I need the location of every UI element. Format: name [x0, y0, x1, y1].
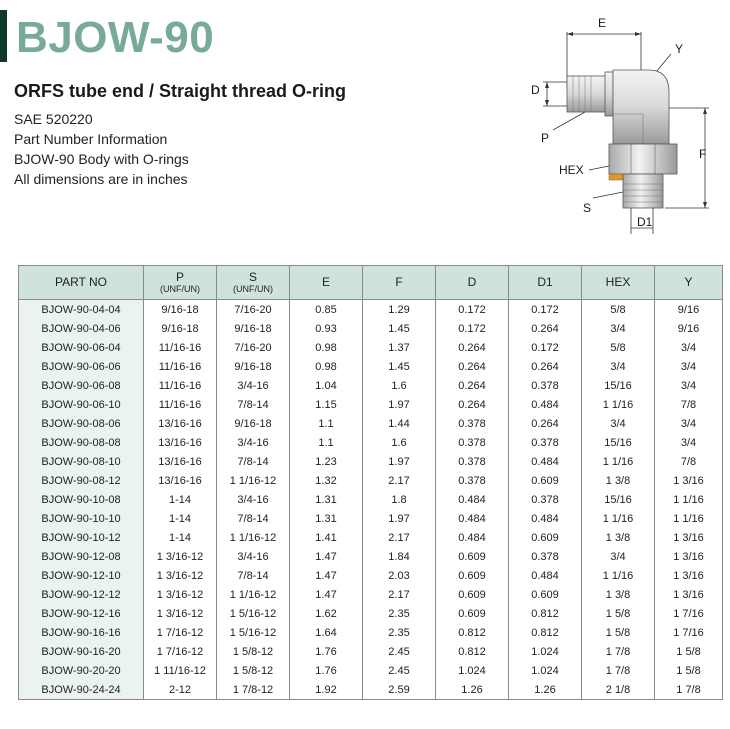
part-number-cell: BJOW-90-12-10	[19, 566, 144, 585]
table-cell: 7/8-14	[217, 452, 290, 471]
table-cell: 3/4	[655, 376, 723, 395]
table-cell: 3/4-16	[217, 376, 290, 395]
table-row	[19, 566, 723, 585]
table-row	[19, 623, 723, 642]
part-number-cell: BJOW-90-10-10	[19, 509, 144, 528]
page-subtitle: ORFS tube end / Straight thread O-ring	[14, 81, 347, 101]
table-cell: 3/4	[582, 357, 655, 376]
table-cell: 0.378	[436, 414, 509, 433]
table-cell: 1.1	[290, 433, 363, 452]
table-cell: 0.264	[436, 395, 509, 414]
table-cell: 0.172	[509, 338, 582, 357]
table-cell: 0.264	[436, 357, 509, 376]
table-cell: 0.609	[436, 566, 509, 585]
table-cell: 0.484	[509, 395, 582, 414]
table-cell: 1.45	[363, 357, 436, 376]
table-cell: 1.6	[363, 376, 436, 395]
label-y: Y	[675, 42, 684, 56]
column-header-unit: (UNF/UN)	[160, 283, 200, 294]
part-number-cell: BJOW-90-08-08	[19, 433, 144, 452]
part-number-cell: BJOW-90-16-20	[19, 642, 144, 661]
table-cell: 0.172	[436, 319, 509, 338]
table-cell: 7/8	[655, 452, 723, 471]
table-cell: 3/4-16	[217, 490, 290, 509]
column-header	[582, 266, 655, 300]
info-line-part-info: Part Number Information	[14, 131, 168, 147]
table-cell: 0.378	[509, 433, 582, 452]
table-cell: 1.97	[363, 395, 436, 414]
table-row	[19, 528, 723, 547]
table-cell: 1.37	[363, 338, 436, 357]
table-row	[19, 357, 723, 376]
table-cell: 1 1/16-12	[217, 471, 290, 490]
column-header-label: D1	[537, 275, 553, 289]
table-cell: 1 5/8-12	[217, 661, 290, 680]
table-cell: 0.264	[436, 338, 509, 357]
table-row	[19, 414, 723, 433]
part-number-cell: BJOW-90-10-12	[19, 528, 144, 547]
table-row	[19, 642, 723, 661]
table-cell: 11/16-16	[144, 338, 217, 357]
table-cell: 0.484	[436, 490, 509, 509]
table-cell: 1 3/16	[655, 471, 723, 490]
table-cell: 1.76	[290, 661, 363, 680]
table-cell: 1.97	[363, 452, 436, 471]
table-row	[19, 300, 723, 320]
table-cell: 1.8	[363, 490, 436, 509]
table-cell: 5/8	[582, 300, 655, 320]
table-cell: 1 1/16-12	[217, 528, 290, 547]
table-cell: 1.23	[290, 452, 363, 471]
column-header-label: Y	[684, 275, 693, 289]
part-number-cell: BJOW-90-08-06	[19, 414, 144, 433]
table-cell: 2.03	[363, 566, 436, 585]
column-header	[509, 266, 582, 300]
table-cell: 0.85	[290, 300, 363, 320]
part-number-cell: BJOW-90-10-08	[19, 490, 144, 509]
table-cell: 0.378	[509, 376, 582, 395]
table-cell: 1 3/16	[655, 566, 723, 585]
table-cell: 2.17	[363, 471, 436, 490]
table-cell: 1.1	[290, 414, 363, 433]
table-cell: 1.31	[290, 490, 363, 509]
table-cell: 1 1/16	[582, 452, 655, 471]
table-cell: 1 7/16-12	[144, 642, 217, 661]
info-line-standard: SAE 520220	[14, 111, 93, 127]
table-cell: 7/8	[655, 395, 723, 414]
table-cell: 1 5/8-12	[217, 642, 290, 661]
table-cell: 1 3/8	[582, 585, 655, 604]
table-cell: 1 3/16-12	[144, 604, 217, 623]
table-cell: 0.264	[509, 414, 582, 433]
table-cell: 15/16	[582, 376, 655, 395]
part-number-cell: BJOW-90-20-20	[19, 661, 144, 680]
table-cell: 0.484	[509, 452, 582, 471]
label-s: S	[583, 201, 592, 215]
table-cell: 1.04	[290, 376, 363, 395]
table-row	[19, 433, 723, 452]
table-cell: 0.609	[436, 604, 509, 623]
part-number-cell: BJOW-90-06-06	[19, 357, 144, 376]
table-cell: 0.93	[290, 319, 363, 338]
table-row	[19, 395, 723, 414]
table-cell: 1 5/8	[655, 661, 723, 680]
table-row	[19, 585, 723, 604]
table-cell: 1 1/16	[582, 566, 655, 585]
table-cell: 2.35	[363, 623, 436, 642]
table-cell: 1.32	[290, 471, 363, 490]
table-cell: 3/4	[582, 414, 655, 433]
table-cell: 1 5/8	[582, 604, 655, 623]
table-cell: 13/16-16	[144, 452, 217, 471]
table-cell: 1 7/8	[655, 680, 723, 700]
info-block	[14, 109, 189, 189]
table-cell: 3/4	[655, 338, 723, 357]
table-cell: 11/16-16	[144, 395, 217, 414]
table-cell: 3/4	[655, 414, 723, 433]
table-cell: 0.484	[436, 509, 509, 528]
table-cell: 1 1/16	[655, 509, 723, 528]
table-cell: 7/8-14	[217, 395, 290, 414]
table-cell: 2.45	[363, 642, 436, 661]
table-cell: 1 5/16-12	[217, 604, 290, 623]
table-cell: 1.47	[290, 585, 363, 604]
table-cell: 3/4-16	[217, 547, 290, 566]
table-cell: 1.45	[363, 319, 436, 338]
table-cell: 1.47	[290, 566, 363, 585]
table-cell: 1.47	[290, 547, 363, 566]
table-cell: 2 1/8	[582, 680, 655, 700]
label-d: D	[531, 83, 540, 97]
table-cell: 9/16	[655, 319, 723, 338]
table-cell: 1 7/8-12	[217, 680, 290, 700]
column-header	[436, 266, 509, 300]
dimensions-table	[18, 265, 723, 700]
column-header-label: S	[248, 269, 257, 284]
table-cell: 1 5/8	[655, 642, 723, 661]
table-cell: 0.378	[509, 547, 582, 566]
table-cell: 1 7/16	[655, 604, 723, 623]
table-cell: 0.609	[509, 528, 582, 547]
table-cell: 7/16-20	[217, 338, 290, 357]
table-cell: 0.609	[509, 585, 582, 604]
part-number-cell: BJOW-90-04-04	[19, 300, 144, 320]
table-cell: 0.378	[436, 452, 509, 471]
table-row	[19, 547, 723, 566]
table-cell: 0.378	[509, 490, 582, 509]
table-row	[19, 490, 723, 509]
table-cell: 1.6	[363, 433, 436, 452]
table-cell: 1.15	[290, 395, 363, 414]
table-cell: 9/16-18	[217, 357, 290, 376]
table-cell: 1 1/16-12	[217, 585, 290, 604]
table-cell: 1 7/8	[582, 661, 655, 680]
table-cell: 1.92	[290, 680, 363, 700]
column-header	[144, 266, 217, 300]
table-cell: 1 3/8	[582, 528, 655, 547]
table-cell: 1 5/16-12	[217, 623, 290, 642]
table-cell: 0.264	[436, 376, 509, 395]
table-cell: 7/8-14	[217, 566, 290, 585]
table-cell: 1-14	[144, 490, 217, 509]
part-number-cell: BJOW-90-16-16	[19, 623, 144, 642]
page-title: BJOW-90	[16, 13, 215, 62]
table-cell: 7/16-20	[217, 300, 290, 320]
table-cell: 0.609	[509, 471, 582, 490]
table-cell: 0.172	[436, 300, 509, 320]
table-cell: 1 3/16	[655, 547, 723, 566]
label-p: P	[541, 131, 550, 145]
table-cell: 11/16-16	[144, 376, 217, 395]
info-line-units: All dimensions are in inches	[14, 171, 188, 187]
table-cell: 1.26	[509, 680, 582, 700]
table-cell: 0.484	[509, 566, 582, 585]
column-header-label: HEX	[605, 275, 631, 289]
table-cell: 0.484	[436, 528, 509, 547]
table-cell: 1.29	[363, 300, 436, 320]
table-cell: 15/16	[582, 490, 655, 509]
table-cell: 1.024	[436, 661, 509, 680]
table-cell: 1 3/16	[655, 528, 723, 547]
title-accent-bar	[0, 10, 7, 62]
table-cell: 1.64	[290, 623, 363, 642]
table-row	[19, 509, 723, 528]
table-header-row	[19, 266, 723, 300]
table-cell: 9/16-18	[144, 300, 217, 320]
table-cell: 0.98	[290, 338, 363, 357]
table-cell: 1 3/16-12	[144, 547, 217, 566]
fitting-diagram	[525, 8, 725, 240]
column-header-label: PART NO	[54, 275, 107, 289]
part-number-cell: BJOW-90-08-10	[19, 452, 144, 471]
table-cell: 0.484	[509, 509, 582, 528]
table-cell: 1.84	[363, 547, 436, 566]
table-cell: 1.62	[290, 604, 363, 623]
part-number-cell: BJOW-90-06-08	[19, 376, 144, 395]
table-cell: 1 1/16	[655, 490, 723, 509]
table-cell: 3/4	[582, 319, 655, 338]
table-cell: 1 3/16	[655, 585, 723, 604]
column-header	[363, 266, 436, 300]
table-cell: 0.812	[509, 623, 582, 642]
column-header	[290, 266, 363, 300]
table-cell: 2.17	[363, 585, 436, 604]
table-cell: 0.609	[436, 585, 509, 604]
table-cell: 0.378	[436, 471, 509, 490]
column-header-label: E	[321, 275, 330, 289]
table-cell: 0.812	[509, 604, 582, 623]
part-number-cell: BJOW-90-12-08	[19, 547, 144, 566]
table-cell: 5/8	[582, 338, 655, 357]
table-cell: 9/16	[655, 300, 723, 320]
table-row	[19, 319, 723, 338]
table-cell: 3/4	[582, 547, 655, 566]
part-number-cell: BJOW-90-04-06	[19, 319, 144, 338]
table-cell: 2-12	[144, 680, 217, 700]
table-cell: 9/16-18	[217, 414, 290, 433]
table-cell: 0.264	[509, 319, 582, 338]
info-line-body: BJOW-90 Body with O-rings	[14, 151, 189, 167]
part-number-cell: BJOW-90-08-12	[19, 471, 144, 490]
table-row	[19, 376, 723, 395]
table-cell: 1 7/16-12	[144, 623, 217, 642]
label-hex: HEX	[559, 163, 584, 177]
table-body	[19, 300, 723, 700]
table-cell: 0.98	[290, 357, 363, 376]
label-e: E	[598, 16, 607, 30]
part-number-cell: BJOW-90-12-16	[19, 604, 144, 623]
table-cell: 0.264	[509, 357, 582, 376]
table-cell: 1 7/16	[655, 623, 723, 642]
table-cell: 0.378	[436, 433, 509, 452]
table-cell: 7/8-14	[217, 509, 290, 528]
label-d1: D1	[637, 215, 653, 229]
table-cell: 9/16-18	[217, 319, 290, 338]
label-f: F	[699, 147, 707, 161]
table-cell: 0.172	[509, 300, 582, 320]
table-cell: 1.26	[436, 680, 509, 700]
table-cell: 1.024	[509, 661, 582, 680]
column-header-label: F	[395, 275, 403, 289]
table-cell: 11/16-16	[144, 357, 217, 376]
table-cell: 2.59	[363, 680, 436, 700]
table-cell: 1.41	[290, 528, 363, 547]
table-cell: 1.024	[509, 642, 582, 661]
table-cell: 1.31	[290, 509, 363, 528]
table-cell: 1 1/16	[582, 509, 655, 528]
table-cell: 9/16-18	[144, 319, 217, 338]
table-cell: 1 3/16-12	[144, 566, 217, 585]
table-cell: 1.76	[290, 642, 363, 661]
column-header-label: P	[175, 269, 184, 284]
table-cell: 1 5/8	[582, 623, 655, 642]
table-row	[19, 661, 723, 680]
table-cell: 1 7/8	[582, 642, 655, 661]
table-row	[19, 604, 723, 623]
table-cell: 1-14	[144, 509, 217, 528]
table-row	[19, 471, 723, 490]
table-cell: 1 1/16	[582, 395, 655, 414]
table-cell: 0.812	[436, 623, 509, 642]
table-row	[19, 452, 723, 471]
table-cell: 15/16	[582, 433, 655, 452]
table-cell: 13/16-16	[144, 433, 217, 452]
column-header	[217, 266, 290, 300]
table-cell: 2.45	[363, 661, 436, 680]
column-header-unit: (UNF/UN)	[233, 283, 273, 294]
table-cell: 0.609	[436, 547, 509, 566]
table-row	[19, 680, 723, 700]
part-number-cell: BJOW-90-06-04	[19, 338, 144, 357]
part-number-cell: BJOW-90-24-24	[19, 680, 144, 700]
table-cell: 1.44	[363, 414, 436, 433]
table-cell: 2.35	[363, 604, 436, 623]
table-cell: 1 11/16-12	[144, 661, 217, 680]
table-cell: 1 3/8	[582, 471, 655, 490]
table-cell: 1 3/16-12	[144, 585, 217, 604]
table-cell: 1.97	[363, 509, 436, 528]
table-cell: 3/4	[655, 357, 723, 376]
column-header-label: D	[467, 275, 477, 289]
table-cell: 13/16-16	[144, 414, 217, 433]
column-header	[655, 266, 723, 300]
table-cell: 3/4	[655, 433, 723, 452]
table-row	[19, 338, 723, 357]
part-number-cell: BJOW-90-12-12	[19, 585, 144, 604]
table-cell: 3/4-16	[217, 433, 290, 452]
table-cell: 13/16-16	[144, 471, 217, 490]
column-header	[19, 266, 144, 300]
table-cell: 2.17	[363, 528, 436, 547]
table-cell: 0.812	[436, 642, 509, 661]
table-cell: 1-14	[144, 528, 217, 547]
part-number-cell: BJOW-90-06-10	[19, 395, 144, 414]
